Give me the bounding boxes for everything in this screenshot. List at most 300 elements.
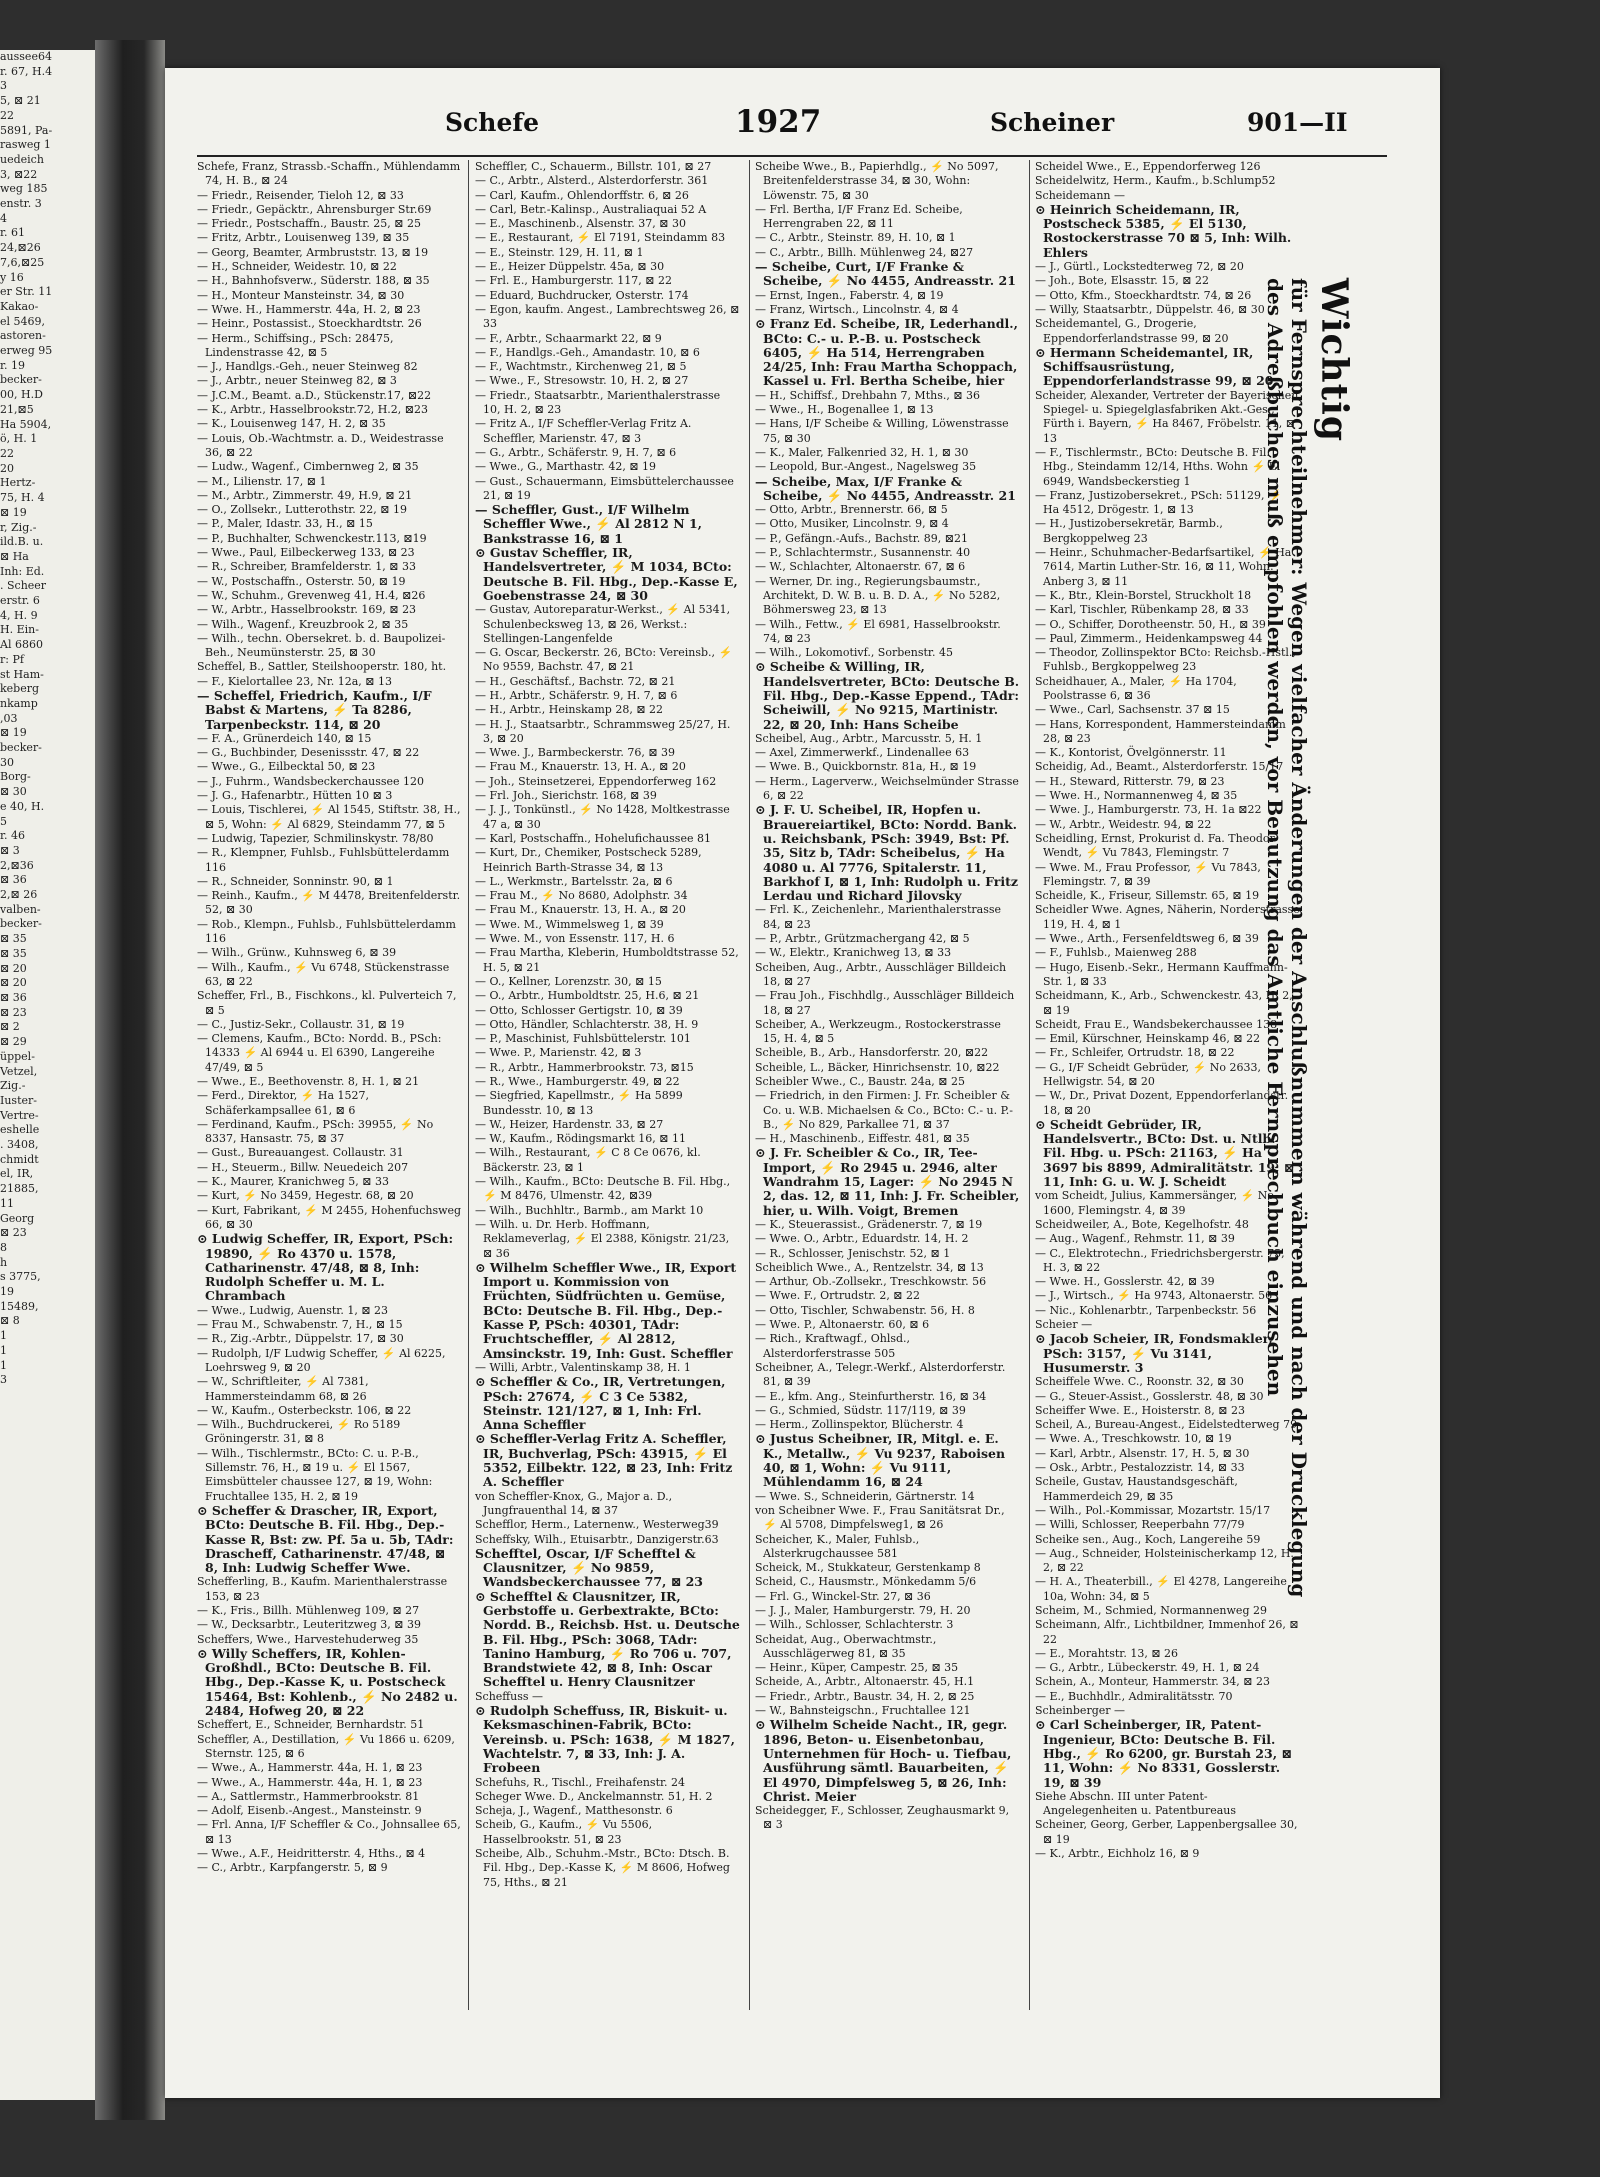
directory-entry: Scheiffele Wwe. C., Roonstr. 32, ⊠ 30	[1035, 1375, 1244, 1389]
directory-entry: Scheidel Wwe., E., Eppendorferweg 126	[1035, 160, 1261, 173]
adjacent-page-fragment: keberg	[0, 682, 40, 696]
directory-entry: Scheibler Wwe., C., Baustr. 24a, ⊠ 25	[755, 1075, 965, 1088]
adjacent-page-fragment: h	[0, 1255, 8, 1269]
directory-entry: Scheiben, Aug., Arbtr., Ausschläger Billdeich 18, ⊠ 27	[755, 960, 1007, 988]
directory-entry: — Herm., Zollinspektor, Blücherstr. 4	[755, 1418, 964, 1432]
adjacent-page-fragment: r. 46	[0, 829, 26, 843]
directory-entry: — O., Zollsekr., Lutterothstr. 22, ⊠ 19	[197, 503, 407, 517]
directory-entry: — Rob., Klempn., Fuhlsb., Fuhlsbüttelerdamm 116	[197, 917, 456, 946]
directory-entry: — P., Arbtr., Grützmachergang 42, ⊠ 5	[755, 932, 970, 946]
directory-entry: — G., I/F Scheidt Gebrüder, ⚡ No 2633, Hellwigstr. 54, ⊠ 20	[1035, 1060, 1262, 1088]
directory-entry: Scheidhauer, A., Maler, ⚡ Ha 1704, Poolstrasse 6, ⊠ 36	[1035, 674, 1237, 702]
adjacent-page-fragment: ⊠ 23	[0, 1226, 27, 1240]
directory-entry: — Willi, Schlosser, Reeperbahn 77/79	[1035, 1518, 1245, 1532]
directory-entry: — Wilh., techn. Obersekret. b. d. Baupolizei-Beh., Neumünsterstr. 25, ⊠ 30	[197, 631, 446, 660]
directory-entry: Scheidig, Ad., Beamt., Alsterdorferstr. 15/17	[1035, 760, 1284, 774]
directory-entry: — Frau Martha, Kleberin, Humboldtstrasse 52, H. 5, ⊠ 21	[475, 946, 739, 974]
directory-entry: — Wwe., G., Marthastr. 42, ⊠ 19	[475, 460, 657, 474]
directory-entry: — Hans, Korrespondent, Hammersteindamm 28, ⊠ 23	[1035, 717, 1286, 745]
directory-entry: — Fr., Schleifer, Ortrudstr. 18, ⊠ 22	[1035, 1046, 1235, 1060]
directory-entry: — A., Sattlermstr., Hammerbrookstr. 81	[197, 1789, 420, 1803]
adjacent-page-fragment: r, Zig.-	[0, 520, 37, 534]
adjacent-page-fragment: 8	[0, 1240, 7, 1254]
directory-entry: — Hans, I/F Scheibe & Willing, Löwenstrasse 75, ⊠ 30	[755, 417, 1009, 445]
directory-entry: — Clemens, Kaufm., BCto: Nordd. B., PSch: 14333 ⚡ Al 6944 u. El 6390, Langereihe 47/49, ⊠ 5	[197, 1032, 442, 1074]
directory-entry: Scheible, B., Arb., Hansdorferstr. 20, ⊠22	[755, 1046, 989, 1060]
adjacent-page-fragment: el 5469,	[0, 314, 46, 328]
directory-entry: — H., Schneider, Weidestr. 10, ⊠ 22	[197, 260, 397, 274]
directory-entry: Schein, A., Monteur, Hammerstr. 34, ⊠ 23	[1035, 1675, 1270, 1689]
notice-line-2: des Adreßbuches muß empfohlen werden, vor Benutzung das Amtliche Fernsprechbuch einzusehen	[1263, 278, 1287, 1397]
directory-entry: — Scheffel, Friedrich, Kaufm., I/F Babst & Martens, ⚡ Ta 8286, Tarpenbeckstr. 114, ⊠ 20	[197, 687, 432, 732]
adjacent-page-fragment: ⊠ 35	[0, 946, 27, 960]
directory-entry: Scheile, Gustav, Haustandsgeschäft, Hammerdeich 29, ⊠ 35	[1035, 1475, 1238, 1503]
directory-entry: — Frau M., Knauerstr. 13, H. A., ⊠ 20	[475, 760, 686, 774]
adjacent-page-fragment: 20	[0, 461, 14, 475]
directory-entry: — M., Arbtr., Zimmerstr. 49, H.9, ⊠ 21	[197, 488, 413, 502]
column-1	[197, 160, 462, 2015]
directory-entry: — H., Arbtr., Schäferstr. 9, H. 7, ⊠ 6	[475, 688, 678, 702]
directory-entry: — Kurt, Fabrikant, ⚡ M 2455, Hohenfuchsweg 66, ⊠ 30	[197, 1203, 462, 1231]
directory-entry: Scheiber, A., Werkzeugm., Rostockerstrasse 15, H. 4, ⊠ 5	[755, 1017, 1001, 1046]
directory-entry: — W., Kaufm., Osterbeckstr. 106, ⊠ 22	[197, 1403, 412, 1417]
directory-entry: Schefuhs, R., Tischl., Freihafenstr. 24	[475, 1775, 686, 1789]
directory-entry: — Willy, Staatsarbtr., Düppelstr. 46, ⊠ 30	[1035, 302, 1265, 316]
directory-page	[165, 68, 1440, 2098]
directory-entry: — Egon, kaufm. Angest., Lambrechtsweg 26, ⊠ 33	[475, 302, 740, 331]
directory-entry: — G., Schmied, Südstr. 117/119, ⊠ 39	[755, 1403, 966, 1417]
adjacent-page-fragment: r: Pf	[0, 652, 24, 666]
directory-entry: — F., Tischlermstr., BCto: Deutsche B. Fil. Hbg., Steindamm 12/14, Hths. Wohn ⚡ El 6949, Wandsbeckerstieg 1	[1035, 445, 1281, 488]
directory-entry: — K., Maler, Falkenried 32, H. 1, ⊠ 30	[755, 445, 969, 459]
directory-entry: — Wwe., Carl, Sachsenstr. 37 ⊠ 15	[1035, 703, 1230, 717]
directory-entry: — Otto, Arbtr., Brennerstr. 66, ⊠ 5	[755, 503, 948, 517]
directory-entry: — Siegfried, Kapellmstr., ⚡ Ha 5899 Bundesstr. 10, ⊠ 13	[475, 1089, 683, 1117]
adjacent-page-fragment: ⊠ Ha	[0, 549, 29, 563]
adjacent-page-fragment: . 3408,	[0, 1138, 39, 1152]
directory-entry: — Joh., Steinsetzerei, Eppendorferweg 162	[475, 774, 717, 788]
directory-entry: — E., kfm. Ang., Steinfurtherstr. 16, ⊠ 34	[755, 1389, 987, 1403]
adjacent-page-fragment: Inh: Ed.	[0, 564, 45, 578]
directory-entry: — J., Handlgs.-Geh., neuer Steinweg 82	[197, 360, 418, 374]
directory-entry: — Frl. Joh., Sierichstr. 168, ⊠ 39	[475, 789, 657, 803]
directory-entry: — Wwe. H., Normannenweg 4, ⊠ 35	[1035, 789, 1238, 803]
directory-entry: Scheidmann, K., Arb., Schwenckestr. 43, H. 2, ⊠ 19	[1035, 989, 1293, 1017]
adjacent-page-fragment: ild.B. u.	[0, 535, 44, 549]
directory-entry: — Wilh., Buchdruckerei, ⚡ Ro 5189 Gröningerstr. 31, ⊠ 8	[197, 1418, 401, 1446]
directory-entry: — Wwe. J., Hamburgerstr. 73, H. 1a ⊠22	[1035, 803, 1262, 817]
adjacent-page-fragment: ⊠ 3	[0, 843, 20, 857]
directory-entry: — Georg, Beamter, Armbruststr. 13, ⊠ 19	[197, 245, 429, 259]
directory-entry: — G., Steuer-Assist., Gosslerstr. 48, ⊠ 30	[1035, 1389, 1264, 1403]
directory-entry: — F., Wachtmstr., Kirchenweg 21, ⊠ 5	[475, 360, 687, 374]
directory-entry: — H., Steward, Ritterstr. 79, ⊠ 23	[1035, 774, 1225, 788]
directory-entry: — Kurt, Dr., Chemiker, Postscheck 5289, Heinrich Barth-Strasse 34, ⊠ 13	[475, 846, 702, 874]
directory-entry: — Frl. Anna, I/F Scheffler & Co., Johnsallee 65, ⊠ 13	[197, 1818, 461, 1846]
adjacent-page-fragment: 22	[0, 108, 14, 122]
directory-entry: — Wilh., Buchhltr., Barmb., am Markt 10	[475, 1203, 704, 1217]
adjacent-page-fragment: ⊠ 20	[0, 976, 27, 990]
directory-entry: — F., Fuhlsb., Maienweg 288	[1035, 946, 1197, 960]
directory-entry: — Wwe. H., Gosslerstr. 42, ⊠ 39	[1035, 1275, 1215, 1289]
directory-entry: — Heinr., Schuhmacher-Bedarfsartikel, ⚡ Ha 7614, Martin Luther-Str. 16, ⊠ 11, Wohn: Anberg 3, ⊠ 11	[1035, 546, 1292, 588]
directory-entry: ⊙ Scheffler & Co., IR, Vertretungen, PSch: 27674, ⚡ C 3 Ce 5382, Steinstr. 121/127, ⊠ 1, Inh: Frl. Anna Scheffler	[475, 1374, 726, 1433]
directory-entry: Scheibel, Aug., Arbtr., Marcusstr. 5, H. 1	[755, 731, 983, 745]
directory-entry: — J. J., Tonkünstl., ⚡ No 1428, Moltkestrasse 47 a, ⊠ 30	[475, 803, 730, 831]
directory-entry: Scheimann, Alfr., Lichtbildner, Immenhof 26, ⊠ 22	[1035, 1618, 1299, 1646]
header-year: 1927	[735, 104, 822, 140]
directory-entry: — J. J., Maler, Hamburgerstr. 79, H. 20	[755, 1603, 971, 1617]
directory-entry: — Axel, Zimmerwerkf., Lindenallee 63	[755, 746, 970, 760]
adjacent-page-fragment: ⊠ 8	[0, 1314, 20, 1328]
directory-entry: — E., Buchhdlr., Admiralitätsstr. 70	[1035, 1689, 1233, 1703]
directory-entry: — Rudolph, I/F Ludwig Scheffer, ⚡ Al 6225, Loehrsweg 9, ⊠ 20	[197, 1346, 446, 1374]
directory-entry: — Wwe. J., Barmbeckerstr. 76, ⊠ 39	[475, 746, 676, 760]
directory-entry: — Wwe. M., Frau Professor, ⚡ Vu 7843, Flemingstr. 7, ⊠ 39	[1035, 860, 1261, 888]
directory-entry: — Gust., Bureauangest. Collaustr. 31	[197, 1146, 404, 1160]
adjacent-page-fragment: ⊠ 29	[0, 1035, 27, 1049]
directory-entry: Scheffel, B., Sattler, Steilshooperstr. 180, ht.	[197, 660, 447, 674]
directory-entry: — Wwe. P., Marienstr. 42, ⊠ 3	[475, 1046, 642, 1060]
directory-entry: — Franz, Justizobersekret., PSch: 51129, ⚡ Ha 4512, Drögestr. 1, ⊠ 13	[1035, 488, 1282, 517]
directory-entry: — W., Bahnsteigschn., Fruchtallee 121	[755, 1704, 971, 1718]
directory-entry: — Aug., Wagenf., Rehmstr. 11, ⊠ 39	[1035, 1232, 1235, 1246]
directory-entry: — E., Maschinenb., Alsenstr. 37, ⊠ 30	[475, 217, 686, 231]
directory-entry: — R., Schreiber, Bramfelderstr. 1, ⊠ 33	[197, 560, 416, 574]
directory-entry: — Friedr., Staatsarbtr., Marienthalerstrasse 10, H. 2, ⊠ 23	[475, 388, 721, 417]
directory-entry: — W., Schlachter, Altonaerstr. 67, ⊠ 6	[755, 560, 966, 574]
adjacent-page-fragment: er Str. 11	[0, 285, 53, 299]
directory-entry: Scheil, A., Bureau-Angest., Eidelstedterweg 79	[1035, 1418, 1298, 1432]
adjacent-page-fragment: 2,⊠36	[0, 858, 34, 872]
directory-entry: — Wwe., E., Beethovenstr. 8, H. 1, ⊠ 21	[197, 1075, 420, 1088]
column-divider	[468, 160, 469, 2010]
directory-entry: — W., Schriftleiter, ⚡ Al 7381, Hammersteindamm 68, ⊠ 26	[197, 1375, 369, 1403]
directory-entry: — Wwe. O., Arbtr., Eduardstr. 14, H. 2	[755, 1232, 969, 1246]
directory-entry: — Wilh., Wagenf., Kreuzbrook 2, ⊠ 35	[197, 617, 409, 631]
directory-entry: — O., Schiffer, Dorotheenstr. 50, H., ⊠ 39	[1035, 617, 1266, 631]
adjacent-page-fragment: ⊠ 2	[0, 1020, 20, 1034]
directory-entry: — W., Postschaffn., Osterstr. 50, ⊠ 19	[197, 574, 406, 588]
directory-entry: — P., Maschinist, Fuhlsbüttelerstr. 101	[475, 1032, 691, 1046]
directory-entry: — Wwe. H., Hammerstr. 44a, H. 2, ⊠ 23	[197, 302, 421, 316]
adjacent-page-fragment: Vertre-	[0, 1108, 39, 1122]
adjacent-page-fragment: st Ham-	[0, 667, 44, 681]
adjacent-page-fragment: r. 67, H.4	[0, 64, 53, 78]
directory-entry: ⊙ Scheffer & Drascher, IR, Export, BCto: Deutsche B. Fil. Hbg., Dep.-Kasse R, Bst: zw. Pf. 5a u. 5b, TAdr: Drascheff, Catharinenstr. 47/48, ⊠ 8, Inh: Ludwig Scheffer Wwe.	[197, 1502, 454, 1576]
directory-entry: — Louis, Tischlerei, ⚡ Al 1545, Stiftstr. 38, H., ⊠ 5, Wohn: ⚡ Al 6829, Steindamm 77, ⊠ 5	[197, 803, 461, 831]
directory-entry: — H., Schiffsf., Drehbahn 7, Mths., ⊠ 36	[755, 388, 981, 402]
adjacent-page-fragment: y 16	[0, 270, 24, 284]
adjacent-page-fragment: Georg	[0, 1211, 35, 1225]
directory-entry: ⊙ Rudolph Scheffuss, IR, Biskuit- u. Keksmaschinen-Fabrik, BCto: Vereinsb. u. PSch: 1638, ⚡ M 1827, Wachtelstr. 7, ⊠ 33, Inh: J. A. Frobeen	[475, 1703, 735, 1776]
directory-entry: — Carl, Betr.-Kalinsp., Australiaquai 52 A	[475, 202, 707, 216]
directory-entry: ⊙ Carl Scheinberger, IR, Patent-Ingenieur, BCto: Deutsche B. Fil. Hbg., ⚡ Ro 6200, gr. Burstah 23, ⊠ 11, Wohn: ⚡ No 8331, Gosslerstr. 19, ⊠ 39	[1035, 1717, 1292, 1790]
adjacent-page-fragment: erweg 95	[0, 344, 53, 358]
directory-entry: — Theodor, Zollinspektor BCto: Reichsb.-Hstl., Fuhlsb., Bergkoppelweg 23	[1035, 646, 1296, 674]
directory-entry: Scheidemantel, G., Drogerie, Eppendorferlandstrasse 99, ⊠ 20	[1035, 317, 1229, 345]
directory-entry: — Ferdinand, Kaufm., PSch: 39955, ⚡ No 8337, Hansastr. 75, ⊠ 37	[197, 1117, 434, 1146]
background-right	[1440, 40, 1600, 2140]
directory-entry: — K., Arbtr., Hasselbrookstr.72, H.2, ⊠23	[197, 403, 428, 417]
directory-entry: — C., Justiz-Sekr., Collaustr. 31, ⊠ 19	[197, 1017, 405, 1031]
adjacent-page-fragment: Iuster-	[0, 1093, 37, 1107]
directory-entry: — Wwe., A.F., Heidritterstr. 4, Hths., ⊠ 4	[197, 1847, 426, 1861]
directory-entry: Scheidelwitz, Herm., Kaufm., b.Schlump52	[1035, 174, 1276, 188]
directory-entry: — Wwe., A., Hammerstr. 44a, H. 1, ⊠ 23	[197, 1761, 423, 1775]
directory-entry: — H., Monteur Mansteinstr. 34, ⊠ 30	[197, 288, 405, 302]
adjacent-page-fragment: 21885,	[0, 1182, 39, 1196]
directory-entry: — Wwe. M., Wimmelsweg 1, ⊠ 39	[475, 917, 664, 931]
directory-entry: — Wilh., Schlosser, Schlachterstr. 3	[755, 1618, 954, 1632]
directory-entry: — Joh., Bote, Elsasstr. 15, ⊠ 22	[1035, 274, 1209, 288]
directory-entry: — R., Wwe., Hamburgerstr. 49, ⊠ 22	[475, 1075, 680, 1088]
adjacent-page-fragment: ⊠ 36	[0, 873, 27, 887]
directory-entry: — Franz, Wirtsch., Lincolnstr. 4, ⊠ 4	[755, 302, 959, 316]
directory-entry: Scheiner, Georg, Gerber, Lappenbergsallee 30, ⊠ 19	[1035, 1818, 1298, 1846]
directory-entry: — Scheibe, Curt, I/F Franke & Scheibe, ⚡ No 4455, Andreasstr. 21	[755, 259, 1016, 289]
directory-entry: — J., Gürtl., Lockstedterweg 72, ⊠ 20	[1035, 260, 1244, 274]
directory-entry: — Leopold, Bur.-Angest., Nagelsweg 35	[755, 460, 977, 474]
directory-entry: — Wilh., Pol.-Kommissar, Mozartstr. 15/17	[1035, 1503, 1271, 1517]
directory-entry: — Wwe. P., Altonaerstr. 60, ⊠ 6	[755, 1318, 930, 1332]
directory-entry: — Heinr., Postassist., Stoeckhardtstr. 26	[197, 317, 422, 331]
directory-entry: — W., Arbtr., Hasselbrookstr. 169, ⊠ 23	[197, 603, 417, 617]
directory-entry: Scheidemann —	[1035, 188, 1126, 202]
adjacent-page-fragment: ⊠ 23	[0, 1005, 27, 1019]
directory-entry: — W., Elektr., Kranichweg 13, ⊠ 33	[755, 946, 952, 960]
directory-entry: — C., Arbtr., Karpfangerstr. 5, ⊠ 9	[197, 1861, 388, 1875]
directory-entry: — Werner, Dr. ing., Regierungsbaumstr., Architekt, D. W. B. u. B. D. A., ⚡ No 5282, Böhmersweg 23, ⊠ 13	[755, 574, 1001, 617]
directory-entry: ⊙ Wilhelm Scheide Nacht., IR, gegr. 1896, Beton- u. Eisenbetonbau, Unternehmen für Hoch- u. Tiefbau, Ausführung sämtl. Bauarbeiten, ⚡ El 4970, Dimpfelsweg 5, ⊠ 26, Inh: Christ. Meier	[755, 1717, 1012, 1804]
adjacent-page-fragment: ⊠ 20	[0, 961, 27, 975]
directory-entry: — Fritz, Arbtr., Louisenweg 139, ⊠ 35	[197, 231, 410, 245]
directory-entry: — Reinh., Kaufm., ⚡ M 4478, Breitenfelderstr. 52, ⊠ 30	[197, 889, 461, 917]
adjacent-page-fragment: ,03	[0, 711, 18, 725]
adjacent-page-fragment: weg 185	[0, 182, 48, 196]
adjacent-page-fragment: becker-	[0, 741, 42, 755]
directory-entry: — Kurt, ⚡ No 3459, Hegestr. 68, ⊠ 20	[197, 1189, 414, 1203]
directory-entry: — Willi, Arbtr., Valentinskamp 38, H. 1	[475, 1360, 691, 1374]
adjacent-page-fragment: Borg-	[0, 770, 31, 784]
directory-entry: — P., Buchhalter, Schwenckestr.113, ⊠19	[197, 531, 427, 545]
directory-entry: — Scheibe, Max, I/F Franke & Scheibe, ⚡ No 4455, Andreasstr. 21	[755, 473, 1016, 503]
directory-entry: ⊙ Schefftel & Clausnitzer, IR, Gerbstoffe u. Gerbextrakte, BCto: Nordd. B., Reichsb. Hst. u. Deutsche B. Fil. Hbg., PSch: 3068, TAdr: Tanino Hamburg, ⚡ Ro 706 u. 707, Brandstwiete 42, ⊠ 8, Inh: Oscar Schefftel u. Henry Clausnitzer	[475, 1588, 740, 1690]
directory-entry: Schefflor, Herm., Laternenw., Westerweg39	[475, 1518, 719, 1532]
directory-entry: Scheick, M., Stukkateur, Gerstenkamp 8	[755, 1561, 981, 1575]
directory-entry: — Paul, Zimmerm., Heidenkampsweg 44	[1035, 631, 1263, 645]
page-header	[165, 104, 1440, 148]
adjacent-page-fragment: Al 6860	[0, 638, 43, 652]
directory-entry: — Wwe. A., Treschkowstr. 10, ⊠ 19	[1035, 1432, 1232, 1446]
directory-entry: Scheid, C., Hausmstr., Mönkedamm 5/6	[755, 1575, 977, 1589]
directory-entry: — Frl. G., Winckel-Str. 27, ⊠ 36	[755, 1589, 931, 1603]
adjacent-page-fragment: . Scheer	[0, 579, 47, 593]
directory-entry: von Scheibner Wwe. F., Frau Sanitätsrat Dr., ⚡ Al 5708, Dimpfelsweg1, ⊠ 26	[755, 1503, 1005, 1532]
directory-entry: — E., Restaurant, ⚡ El 7191, Steindamm 83	[475, 231, 726, 245]
directory-entry: — Otto, Tischler, Schwabenstr. 56, H. 8	[755, 1303, 975, 1317]
adjacent-page-fragment: 15489,	[0, 1299, 39, 1313]
adjacent-page-fragment: Zig.-	[0, 1079, 26, 1093]
adjacent-page-fragment: ö, H. 1	[0, 432, 38, 446]
adjacent-page-fragment: ⊠ 35	[0, 932, 27, 946]
adjacent-page-fragment: 5	[0, 814, 7, 828]
directory-entry: — F., Kielortallee 23, Nr. 12a, ⊠ 13	[197, 674, 392, 688]
directory-entry: — G., Buchbinder, Desenissstr. 47, ⊠ 22	[197, 746, 420, 760]
column-divider	[749, 160, 750, 2010]
directory-entry: — Karl, Tischler, Rübenkamp 28, ⊠ 33	[1035, 603, 1249, 617]
directory-entry: — Frau M., ⚡ No 8680, Adolphstr. 34	[475, 889, 688, 903]
directory-entry: — Friedr., Reisender, Tieloh 12, ⊠ 33	[197, 188, 404, 202]
adjacent-page-fragment: 5, ⊠ 21	[0, 94, 41, 108]
directory-entry: Scheffert, E., Schneider, Bernhardstr. 51	[197, 1718, 425, 1732]
directory-entry: — Friedrich, in den Firmen: J. Fr. Scheibler & Co. u. W.B. Michaelsen & Co., BCto: C.- u. P.-B., ⚡ No 829, Parkallee 71, ⊠ 37	[755, 1089, 1013, 1131]
directory-entry: — W., Decksarbtr., Leuteritzweg 3, ⊠ 39	[197, 1618, 421, 1632]
directory-entry: — Aug., Schneider, Holsteinischerkamp 12, H. 2, ⊠ 22	[1035, 1546, 1294, 1575]
directory-entry: Scheiffer Wwe. E., Hoisterstr. 8, ⊠ 23	[1035, 1403, 1246, 1417]
directory-entry: — L., Werkmstr., Bartelsstr. 2a, ⊠ 6	[475, 874, 673, 888]
directory-entry: vom Scheidt, Julius, Kammersänger, ⚡ No 1600, Flemingstr. 4, ⊠ 39	[1035, 1189, 1275, 1217]
directory-entry: ⊙ Hermann Scheidemantel, IR, Schiffsausrüstung, Eppendorferlandstrasse 99, ⊠ 20	[1035, 344, 1274, 389]
adjacent-page-fragment: ⊠ 19	[0, 726, 27, 740]
directory-entry: Scheidler Wwe. Agnes, Näherin, Norderstrasse 119, H. 4, ⊠ 1	[1035, 903, 1300, 931]
directory-entry: — Wilh. u. Dr. Herb. Hoffmann, Reklameverlag, ⚡ El 2388, Königstr. 21/23, ⊠ 36	[475, 1217, 730, 1260]
directory-entry: ⊙ Franz Ed. Scheibe, IR, Lederhandl., BCto: C.- u. P.-B. u. Postscheck 6405, ⚡ Ha 514, Herrengraben 24/25, Inh: Frau Martha Schoppach, Kassel u. Frl. Bertha Scheibe, hier	[755, 316, 1018, 389]
directory-entry: — P., Maler, Idastr. 33, H., ⊠ 15	[197, 517, 373, 531]
directory-entry: — G., Arbtr., Schäferstr. 9, H. 7, ⊠ 6	[475, 445, 677, 459]
directory-entry: Scheidle, K., Friseur, Sillemstr. 65, ⊠ 19	[1035, 889, 1260, 903]
directory-entry: — Louis, Ob.-Wachtmstr. a. D., Weidestrasse 36, ⊠ 22	[197, 431, 444, 459]
adjacent-page-fragment: Kakao-	[0, 299, 39, 313]
directory-entry: — K., Fris., Billh. Mühlenweg 109, ⊠ 27	[197, 1603, 420, 1617]
directory-entry: — C., Arbtr., Alsterd., Alsterdorferstr. 361	[475, 174, 709, 188]
directory-entry: — J. G., Hafenarbtr., Hütten 10 ⊠ 3	[197, 789, 393, 803]
directory-entry: Scheffler, C., Schauerm., Billstr. 101, ⊠ 27	[475, 160, 712, 173]
directory-entry: ⊙ Wilhelm Scheffler Wwe., IR, Export Import u. Kommission von Früchten, Südfrüchten u. Gemüse, BCto: Deutsche B. Fil. Hbg., Dep.-Kasse P, PSch: 40301, TAdr: Fruchtscheffler, ⚡ Al 2812, Amsinckstr. 19, Inh: Gust. Scheffler	[475, 1259, 737, 1361]
telephone-notice	[1263, 278, 1355, 1858]
directory-entry: — K., Maurer, Kranichweg 5, ⊠ 33	[197, 1175, 389, 1189]
directory-entry: Scheinberger —	[1035, 1704, 1126, 1718]
adjacent-page-fragment: Ha 5904,	[0, 417, 52, 431]
directory-entry: — Wilh., Kaufm., ⚡ Vu 6748, Stückenstrasse 63, ⊠ 22	[197, 960, 450, 988]
directory-entry: von Scheffler-Knox, G., Major a. D., Jungfrauenthal 14, ⊠ 37	[475, 1489, 673, 1517]
directory-entry: Scheibe, Alb., Schuhm.-Mstr., BCto: Dtsch. B. Fil. Hbg., Dep.-Kasse K, ⚡ M 8606, Hofweg 75, Hths., ⊠ 21	[475, 1847, 730, 1889]
notice-line-1: für Fernsprechteilnehmer: Wegen vielfacher Änderungen der Anschlußnummern während und nach der Drucklegung	[1287, 278, 1311, 1598]
directory-entry: Scheidegger, F., Schlosser, Zeughausmarkt 9, ⊠ 3	[755, 1804, 1010, 1832]
directory-entry: ⊙ Ludwig Scheffer, IR, Export, PSch: 19890, ⚡ Ro 4370 u. 1578, Catharinenstr. 47/48, ⊠ 8, Inh: Rudolph Scheffer u. M. L. Chrambach	[197, 1231, 454, 1304]
directory-entry: — Karl, Arbtr., Alsenstr. 17, H. 5, ⊠ 30	[1035, 1446, 1250, 1460]
directory-entry: Schefferling, B., Kaufm. Marienthalerstrasse 153, ⊠ 23	[197, 1575, 448, 1603]
directory-entry: ⊙ Jacob Scheier, IR, Fondsmakler, PSch: 3157, ⚡ Vu 3141, Husumerstr. 3	[1035, 1331, 1273, 1375]
directory-entry: — E., Morahtstr. 13, ⊠ 26	[1035, 1646, 1179, 1660]
directory-entry: — Wilh., Grünw., Kuhnsweg 6, ⊠ 39	[197, 946, 397, 960]
adjacent-page-fragment: chmidt	[0, 1152, 39, 1166]
adjacent-page-fragment: ⊠ 19	[0, 505, 27, 519]
directory-entry: — W., Schuhm., Grevenweg 41, H.4, ⊠26	[197, 588, 426, 602]
directory-entry: — Wilh., Lokomotivf., Sorbenstr. 45	[755, 646, 953, 660]
directory-entry: — Nic., Kohlenarbtr., Tarpenbeckstr. 56	[1035, 1303, 1257, 1317]
directory-entry: — F., Handlgs.-Geh., Amandastr. 10, ⊠ 6	[475, 345, 700, 359]
directory-entry: Scheible, L., Bäcker, Hinrichsenstr. 10, ⊠22	[755, 1060, 1000, 1074]
directory-entry: — F. A., Grünerdeich 140, ⊠ 15	[197, 731, 372, 745]
adjacent-page-fragment: becker-	[0, 373, 42, 387]
adjacent-page-fragment: 00, H.D	[0, 388, 43, 402]
directory-entry: — Wwe., H., Bogenallee 1, ⊠ 13	[755, 403, 934, 417]
directory-entry: — Emil, Kürschner, Heinskamp 46, ⊠ 22	[1035, 1032, 1261, 1046]
directory-entry: Scheger Wwe. D., Anckelmannstr. 51, H. 2	[475, 1789, 713, 1803]
directory-entry: — G., Arbtr., Lübeckerstr. 49, H. 1, ⊠ 24	[1035, 1661, 1260, 1675]
directory-entry: — J., Arbtr., neuer Steinweg 82, ⊠ 3	[197, 374, 397, 388]
adjacent-page-fragment: 1	[0, 1343, 7, 1357]
adjacent-page-fragment: el, IR,	[0, 1167, 34, 1181]
directory-entry: — Gust., Schauermann, Eimsbüttelerchaussee 21, ⊠ 19	[475, 474, 734, 502]
directory-entry: — H., Steuerm., Billw. Neuedeich 207	[197, 1160, 409, 1174]
directory-entry: — Wilh., Fettw., ⚡ El 6981, Hasselbrookstr. 74, ⊠ 23	[755, 617, 1001, 645]
adjacent-page-fragment: Vetzel,	[0, 1064, 38, 1078]
directory-entry: — Adolf, Eisenb.-Angest., Mansteinstr. 9	[197, 1804, 422, 1818]
directory-entry: — Rich., Kraftwagf., Ohlsd., Alsterdorferstrasse 505	[755, 1332, 911, 1360]
directory-entry: Scheibner, A., Telegr.-Werkf., Alsterdorferstr. 81, ⊠ 39	[755, 1360, 1006, 1389]
directory-entry: — Otto, Kfm., Stoeckhardtstr. 74, ⊠ 26	[1035, 288, 1252, 302]
adjacent-page-strip	[0, 50, 95, 2100]
adjacent-page-fragment: eshelle	[0, 1123, 40, 1137]
directory-entry: — R., Arbtr., Hammerbrookstr. 73, ⊠15	[475, 1060, 694, 1074]
adjacent-page-fragment: valben-	[0, 902, 41, 916]
directory-entry: — Ludwig, Tapezier, Schmilinskystr. 78/80	[197, 831, 434, 845]
directory-entry: — Gustav, Autoreparatur-Werkst., ⚡ Al 5341, Schulenbecksweg 13, ⊠ 26, Werkst.: Stellingen-Langenfelde	[475, 603, 731, 645]
directory-entry: Scheide, A., Arbtr., Altonaerstr. 45, H.1	[755, 1675, 975, 1689]
directory-entry: — Wwe., Arth., Fersenfeldtsweg 6, ⊠ 39	[1035, 932, 1259, 946]
column-4	[1035, 160, 1300, 2015]
directory-entry: — K., Kontorist, Övelgönnerstr. 11	[1035, 746, 1227, 760]
directory-entry: — Osk., Arbtr., Pestalozzistr. 14, ⊠ 33	[1035, 1461, 1245, 1475]
adjacent-page-fragment: r. 19	[0, 358, 26, 372]
directory-entry: — K., Steuerassist., Grädenerstr. 7, ⊠ 19	[755, 1217, 983, 1231]
directory-entry: — Wwe. S., Schneiderin, Gärtnerstr. 14	[755, 1489, 975, 1503]
directory-entry: — H., Justizobersekretär, Barmb., Bergkoppelweg 23	[1035, 517, 1223, 545]
directory-entry: — Frl. Bertha, I/F Franz Ed. Scheibe, Herrengraben 22, ⊠ 11	[755, 202, 963, 231]
directory-entry: — W., Heizer, Hardenstr. 33, ⊠ 27	[475, 1117, 664, 1131]
directory-entry: — Otto, Musiker, Lincolnstr. 9, ⊠ 4	[755, 517, 949, 531]
directory-entry: ⊙ Gustav Scheffler, IR, Handelsvertreter, ⚡ M 1034, BCto: Deutsche B. Fil. Hbg., Dep.-Kasse E, Goebenstrasse 24, ⊠ 30	[475, 545, 738, 603]
directory-entry: ⊙ J. Fr. Scheibler & Co., IR, Tee-Import, ⚡ Ro 2945 u. 2946, alter Wandrahm 15, Lager: ⚡ No 2945 N 2, das. 12, ⊠ 11, Inh: J. Fr. Scheibler, hier, u. Wilh. Voigt, Bremen	[755, 1145, 1020, 1218]
directory-entry: — W., Arbtr., Weidestr. 94, ⊠ 22	[1035, 817, 1212, 831]
adjacent-page-fragment: ⊠ 30	[0, 785, 27, 799]
directory-entry: — P., Schlachtermstr., Susannenstr. 40	[755, 546, 971, 560]
directory-entry: — Otto, Schlosser Gertigstr. 10, ⊠ 39	[475, 1003, 683, 1017]
directory-entry: — Wwe., A., Hammerstr. 44a, H. 1, ⊠ 23	[197, 1775, 423, 1789]
directory-entry: — Wwe. M., von Essenstr. 117, H. 6	[475, 932, 675, 946]
directory-entry: — Frau M., Schwabenstr. 7, H., ⊠ 15	[197, 1318, 403, 1332]
directory-entry: Schefftel, Oscar, I/F Schefftel & Clausnitzer, ⚡ No 9859, Wandsbeckerchaussee 77, ⊠ 23	[475, 1545, 703, 1590]
directory-entry: — K., Arbtr., Eichholz 16, ⊠ 9	[1035, 1847, 1200, 1861]
adjacent-page-fragment: 5891, Pa-	[0, 123, 53, 137]
directory-entry: — Wilh., Tischlermstr., BCto: C. u. P.-B., Sillemstr. 76, H., ⊠ 19 u. ⚡ El 1567, Eimsbütteler chaussee 127, ⊠ 19, Wohn: Fruchtallee 135, H. 2, ⊠ 19	[197, 1446, 433, 1503]
directory-entry: — J., Fuhrm., Wandsbeckerchaussee 120	[197, 774, 425, 788]
directory-entry: ⊙ Heinrich Scheidemann, IR, Postscheck 5385, ⚡ El 5130, Rostockerstrasse 70 ⊠ 5, Inh: Wilh. Ehlers	[1035, 201, 1292, 260]
adjacent-page-fragment: 19	[0, 1285, 14, 1299]
directory-entry: — K., Btr., Klein-Borstel, Struckholt 18	[1035, 588, 1252, 602]
directory-entry: — J., Wirtsch., ⚡ Ha 9743, Altonaerstr. 56	[1035, 1289, 1273, 1303]
notice-title: Wichtig	[1313, 278, 1355, 443]
directory-entry: — Hugo, Eisenb.-Sekr., Hermann Kauffmann-Str. 1, ⊠ 33	[1035, 960, 1288, 988]
directory-entry: — Frl. E., Hamburgerstr. 117, ⊠ 22	[475, 274, 673, 288]
adjacent-page-fragment: 22	[0, 446, 14, 460]
page-number: 901—II	[1247, 108, 1348, 137]
directory-entry: — O., Arbtr., Humboldtstr. 25, H.6, ⊠ 21	[475, 989, 700, 1003]
directory-entry: Scheffers, Wwe., Harvestehuderweg 35	[197, 1632, 419, 1646]
directory-entry: — H. J., Staatsarbtr., Schrammsweg 25/27, H. 3, ⊠ 20	[475, 717, 731, 745]
